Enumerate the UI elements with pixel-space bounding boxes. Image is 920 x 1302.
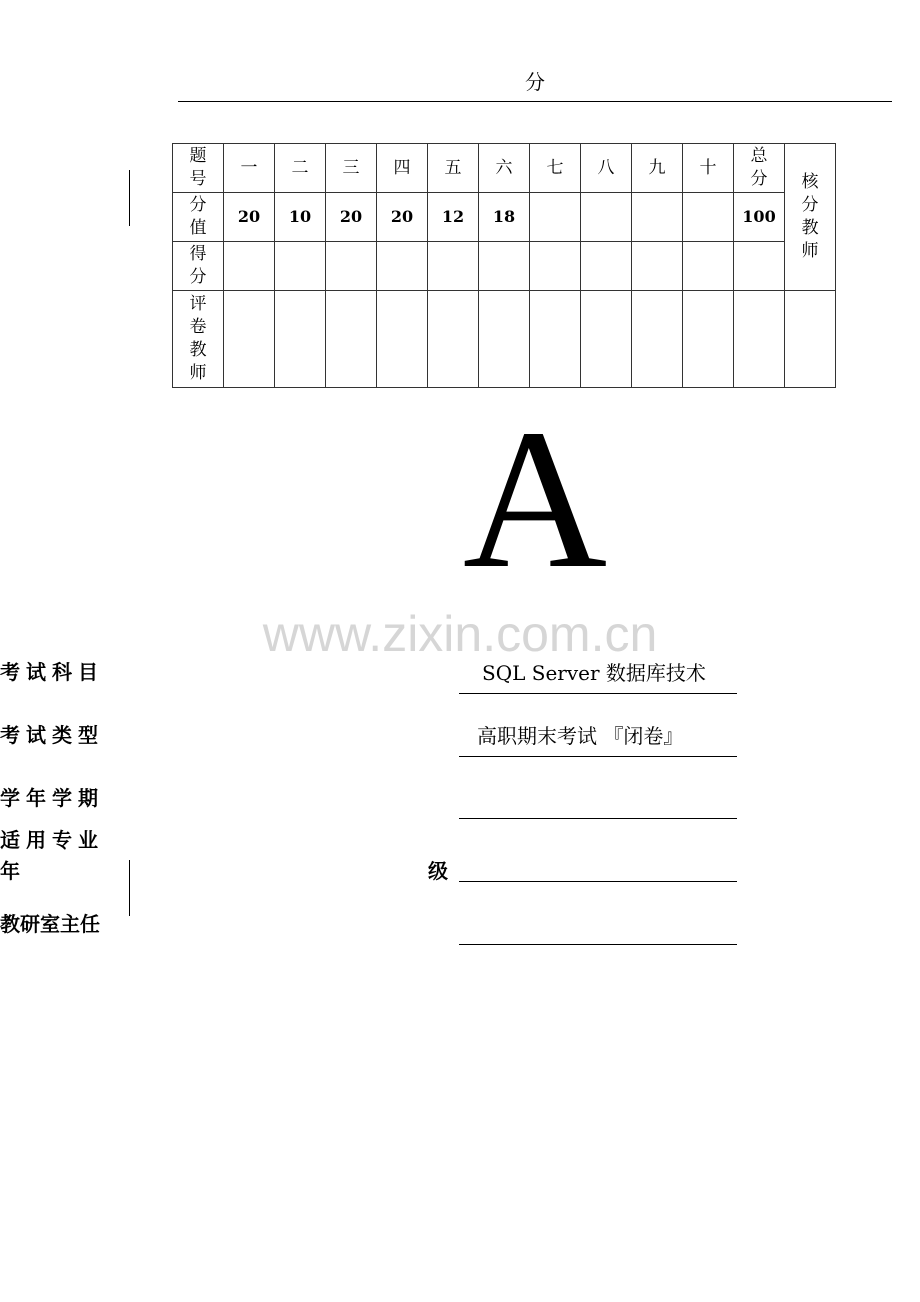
section-header: 八 <box>581 144 632 193</box>
reviewer-cell[interactable] <box>785 291 836 388</box>
binding-margin-mark <box>129 170 130 226</box>
points-cell <box>632 193 683 242</box>
grader-cell[interactable] <box>632 291 683 388</box>
director-underline <box>459 944 737 945</box>
grader-cell[interactable] <box>530 291 581 388</box>
points-cell: 12 <box>428 193 479 242</box>
subject-label: 考试科目 <box>0 660 104 684</box>
score-table <box>172 143 836 388</box>
director-label: 教研室主任 <box>0 912 100 936</box>
score-cell[interactable] <box>632 242 683 291</box>
table-row-grader <box>173 291 836 388</box>
exam-type-underline <box>459 756 737 757</box>
total-points-cell: 100 <box>734 193 785 242</box>
score-cell[interactable] <box>530 242 581 291</box>
section-header: 十 <box>683 144 734 193</box>
grader-cell[interactable] <box>683 291 734 388</box>
header-rule <box>178 101 892 102</box>
table-row-score <box>173 242 836 291</box>
table-row-points <box>173 193 836 242</box>
grade-label-b: 级 <box>428 859 454 883</box>
points-cell: 20 <box>224 193 275 242</box>
header-char: 分 <box>525 70 545 94</box>
label-grader: 评卷教师 <box>173 291 224 388</box>
grader-cell[interactable] <box>734 291 785 388</box>
table-row-question-no <box>173 144 836 193</box>
section-header: 一 <box>224 144 275 193</box>
grader-cell[interactable] <box>275 291 326 388</box>
label-points: 分值 <box>173 193 224 242</box>
points-cell: 20 <box>326 193 377 242</box>
points-cell: 18 <box>479 193 530 242</box>
subject-value[interactable]: SQL Server 数据库技术 <box>482 661 706 685</box>
major-underline <box>459 881 737 882</box>
score-cell[interactable] <box>479 242 530 291</box>
term-underline <box>459 818 737 819</box>
label-question-no: 题号 <box>173 144 224 193</box>
grader-cell[interactable] <box>428 291 479 388</box>
exam-type-label: 考试类型 <box>0 723 104 747</box>
score-cell[interactable] <box>428 242 479 291</box>
section-header: 六 <box>479 144 530 193</box>
score-cell[interactable] <box>683 242 734 291</box>
label-reviewer: 核分教师 <box>785 144 836 291</box>
points-cell <box>581 193 632 242</box>
grader-cell[interactable] <box>326 291 377 388</box>
score-cell[interactable] <box>275 242 326 291</box>
score-cell[interactable] <box>224 242 275 291</box>
grade-label-a: 年 <box>0 859 26 883</box>
section-header: 二 <box>275 144 326 193</box>
grader-cell[interactable] <box>479 291 530 388</box>
total-score-cell[interactable] <box>734 242 785 291</box>
label-total: 总分 <box>734 144 785 193</box>
major-label: 适用专业 <box>0 828 104 852</box>
points-cell <box>530 193 581 242</box>
score-cell[interactable] <box>326 242 377 291</box>
section-header: 五 <box>428 144 479 193</box>
label-score: 得分 <box>173 242 224 291</box>
section-header: 七 <box>530 144 581 193</box>
section-header: 三 <box>326 144 377 193</box>
section-header: 四 <box>377 144 428 193</box>
watermark: www.zixin.com.cn <box>262 606 658 662</box>
grader-cell[interactable] <box>377 291 428 388</box>
section-header: 九 <box>632 144 683 193</box>
grader-cell[interactable] <box>224 291 275 388</box>
grader-cell[interactable] <box>581 291 632 388</box>
subject-underline <box>459 693 737 694</box>
points-cell: 10 <box>275 193 326 242</box>
points-cell: 20 <box>377 193 428 242</box>
points-cell <box>683 193 734 242</box>
exam-type-value[interactable]: 高职期末考试 『闭卷』 <box>477 724 684 748</box>
score-cell[interactable] <box>581 242 632 291</box>
paper-type-letter: A <box>462 389 608 610</box>
term-label: 学年学期 <box>0 786 104 810</box>
score-cell[interactable] <box>377 242 428 291</box>
binding-margin-mark <box>129 860 130 916</box>
